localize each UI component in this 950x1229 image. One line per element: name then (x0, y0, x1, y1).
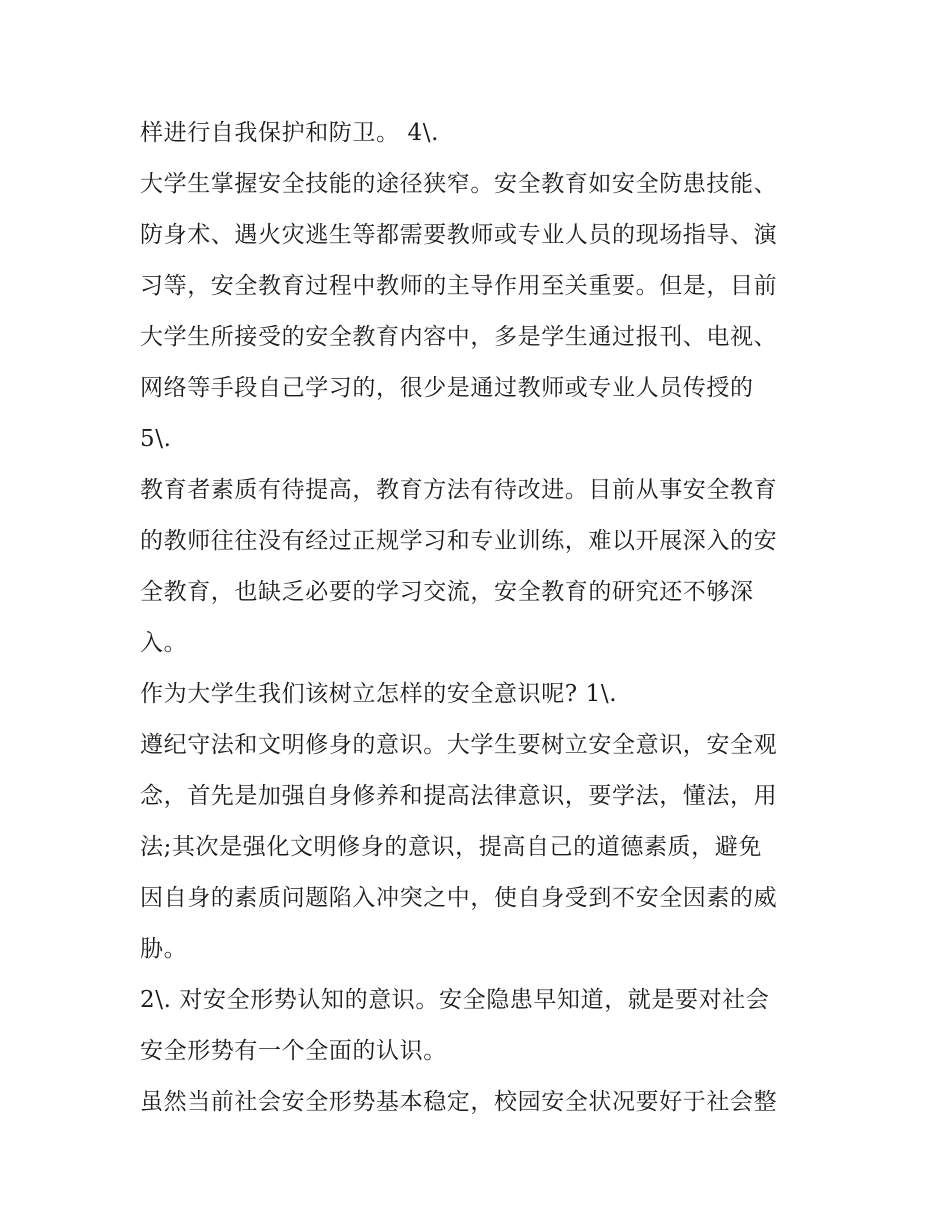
text-line: 虽然当前社会安全形势基本稳定，校园安全状况要好于社会整 (140, 1089, 778, 1115)
text-line: 样进行自我保护和防卫。 4\. (140, 120, 440, 146)
text-line: 念，首先是加强自身修养和提高法律意识，要学法，懂法，用 (140, 783, 778, 809)
text-line: 大学生掌握安全技能的途径狭窄。安全教育如安全防患技能、 (140, 171, 778, 197)
document-body (140, 112, 820, 1132)
text-line: 全教育，也缺乏必要的学习交流，安全教育的研究还不够深 (140, 579, 754, 605)
text-line: 习等，安全教育过程中教师的主导作用至关重要。但是，目前 (140, 273, 778, 299)
text-line: 2\. 对安全形势认知的意识。安全隐患早知道，就是要对社会 (140, 987, 770, 1013)
text-line: 胁。 (140, 936, 188, 962)
text-line: 防身术、遇火灾逃生等都需要教师或专业人员的现场指导、演 (140, 222, 778, 248)
text-line: 安全形势有一个全面的认识。 (140, 1038, 447, 1064)
text-line: 遵纪守法和文明修身的意识。大学生要树立安全意识，安全观 (140, 732, 778, 758)
text-line: 网络等手段自己学习的，很少是通过教师或专业人员传授的 (140, 375, 754, 401)
text-line: 5\. (140, 426, 172, 452)
text-line: 的教师往往没有经过正规学习和专业训练，难以开展深入的安 (140, 528, 778, 554)
text-line: 入。 (140, 630, 188, 656)
text-line: 作为大学生我们该树立怎样的安全意识呢? 1\. (140, 681, 618, 707)
text-line: 法;其次是强化文明修身的意识，提高自己的道德素质，避免 (140, 834, 762, 860)
text-line: 大学生所接受的安全教育内容中，多是学生通过报刊、电视、 (140, 324, 778, 350)
text-line: 教育者素质有待提高，教育方法有待改进。目前从事安全教育 (140, 477, 778, 503)
text-line: 因自身的素质问题陷入冲突之中，使自身受到不安全因素的威 (140, 885, 778, 911)
